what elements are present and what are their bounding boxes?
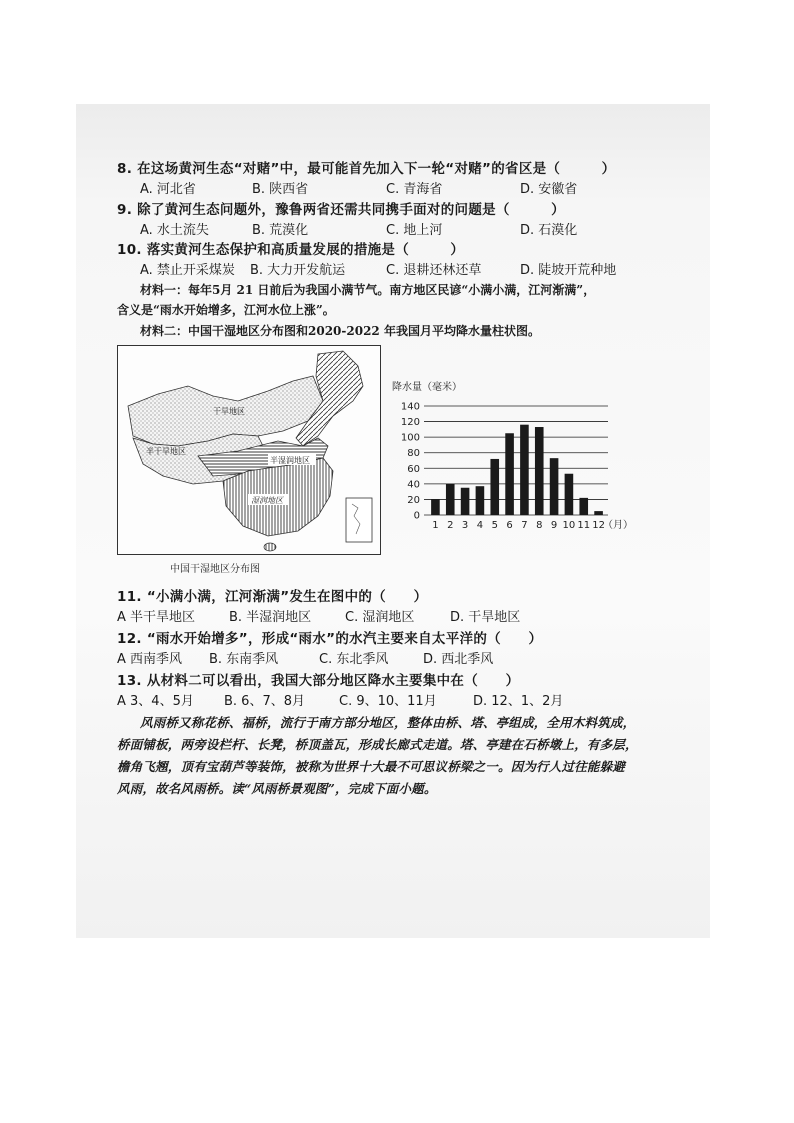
label-humid: 湿润地区 bbox=[251, 496, 283, 505]
label-arid: 干旱地区 bbox=[213, 407, 245, 416]
x-tick-label: 6 bbox=[506, 520, 513, 531]
china-dry-wet-map bbox=[117, 345, 381, 555]
option-c[interactable]: C. 青海省 bbox=[386, 182, 443, 197]
x-tick-label: 1 bbox=[432, 520, 439, 531]
y-tick-label: 100 bbox=[400, 432, 420, 444]
material-1-line-2: 含义是“雨水开始增多，江河水位上涨”。 bbox=[117, 303, 335, 317]
x-ticks bbox=[432, 520, 605, 531]
material-1-line-1: 材料一：每年5月 21 日前后为我国小满节气。南方地区民谚“小满小满，江河渐满”， bbox=[140, 283, 596, 297]
x-tick-label: 2 bbox=[447, 520, 454, 531]
option-c[interactable]: C. 退耕还林还草 bbox=[386, 263, 482, 278]
x-tick-label: 8 bbox=[536, 520, 543, 531]
bar-month-9 bbox=[550, 458, 559, 515]
passage-line-3: 檐角飞翘，顶有宝葫芦等装饰，被称为世界十大最不可思议桥梁之一。因为行人过往能躲避 bbox=[117, 759, 626, 774]
question-8: 8. 在这场黄河生态“对赌”中，最可能首先加入下一轮“对赌”的省区是（ ） bbox=[117, 161, 616, 177]
option-b[interactable]: B. 半湿润地区 bbox=[229, 610, 312, 625]
option-b[interactable]: B. 6、7、8月 bbox=[224, 694, 305, 709]
option-c[interactable]: C. 湿润地区 bbox=[345, 610, 415, 625]
option-a[interactable]: A. 河北省 bbox=[140, 182, 196, 197]
option-c[interactable]: C. 9、10、11月 bbox=[339, 694, 437, 709]
x-tick-label: 5 bbox=[491, 520, 498, 531]
bar-month-7 bbox=[520, 425, 529, 515]
option-b[interactable]: B. 陕西省 bbox=[252, 182, 309, 197]
label-semiarid: 半干旱地区 bbox=[146, 447, 186, 456]
question-13: 13. 从材料二可以看出，我国大部分地区降水主要集中在（ ） bbox=[117, 673, 520, 689]
y-tick-label: 120 bbox=[400, 417, 420, 429]
question-11: 11. “小满小满，江河渐满”发生在图中的（ ） bbox=[117, 589, 428, 605]
option-b[interactable]: B. 大力开发航运 bbox=[250, 263, 346, 278]
x-tick-label: 7 bbox=[521, 520, 528, 531]
material-2: 材料二：中国干湿地区分布图和2020-2022 年我国月平均降水量柱状图。 bbox=[140, 324, 540, 338]
y-tick-label: 0 bbox=[413, 510, 420, 522]
x-tick-label: 12 bbox=[592, 520, 605, 531]
x-tick-label: 9 bbox=[550, 520, 558, 531]
passage-line-2: 桥面铺板，两旁设栏杆、长凳，桥顶盖瓦，形成长廊式走道。塔、亭建在石桥墩上，有多层， bbox=[117, 737, 638, 752]
x-tick-label: 4 bbox=[476, 520, 484, 531]
passage-line-1: 风雨桥又称花桥、福桥，流行于南方部分地区，整体由桥、塔、亭组成，全用木料筑成， bbox=[140, 715, 636, 730]
option-d[interactable]: D. 陡坡开荒种地 bbox=[520, 263, 617, 278]
option-d[interactable]: D. 12、1、2月 bbox=[473, 694, 564, 709]
bar-month-5 bbox=[490, 459, 499, 515]
option-a[interactable]: A 西南季风 bbox=[117, 652, 183, 667]
y-tick-label: 80 bbox=[407, 448, 420, 460]
x-tick-label: 3 bbox=[461, 520, 469, 531]
y-tick-label: 60 bbox=[407, 463, 420, 475]
option-d[interactable]: D. 干旱地区 bbox=[450, 610, 521, 625]
option-a[interactable]: A 3、4、5月 bbox=[117, 694, 194, 709]
y-ticks bbox=[401, 402, 420, 522]
bar-month-8 bbox=[535, 427, 544, 515]
x-tick-label: 11 bbox=[577, 520, 591, 531]
y-axis-label: 降水量（毫米） bbox=[392, 382, 462, 393]
option-c[interactable]: C. 东北季风 bbox=[319, 652, 389, 667]
passage-line-4: 风雨，故名风雨桥。读“风雨桥景观图”，完成下面小题。 bbox=[117, 781, 437, 796]
question-10: 10. 落实黄河生态保护和高质量发展的措施是（ ） bbox=[117, 242, 465, 258]
y-tick-label: 40 bbox=[407, 479, 420, 491]
bar-month-10 bbox=[565, 474, 574, 515]
bar-month-2 bbox=[446, 484, 455, 515]
map-caption: 中国干湿地区分布图 bbox=[170, 564, 260, 575]
precipitation-chart bbox=[390, 380, 630, 535]
option-d[interactable]: D. 安徽省 bbox=[520, 182, 578, 197]
y-tick-label: 20 bbox=[407, 494, 420, 506]
bar-month-12 bbox=[594, 511, 603, 515]
question-12: 12. “雨水开始增多”，形成“雨水”的水汽主要来自太平洋的（ ） bbox=[117, 631, 543, 647]
bar-month-6 bbox=[505, 433, 514, 515]
option-a[interactable]: A. 水土流失 bbox=[140, 223, 209, 238]
bar-month-3 bbox=[461, 488, 470, 515]
x-axis-label: （月） bbox=[603, 520, 630, 531]
bar-month-1 bbox=[431, 499, 440, 515]
label-semihumid: 半湿润地区 bbox=[270, 456, 310, 465]
option-b[interactable]: B. 荒漠化 bbox=[252, 223, 309, 238]
bar-month-11 bbox=[579, 498, 588, 515]
option-a[interactable]: A 半干旱地区 bbox=[117, 610, 196, 625]
map-graphic bbox=[118, 346, 380, 554]
option-c[interactable]: C. 地上河 bbox=[386, 223, 443, 238]
option-d[interactable]: D. 西北季风 bbox=[423, 652, 494, 667]
option-a[interactable]: A. 禁止开采煤炭 bbox=[140, 263, 235, 278]
chart-svg bbox=[390, 380, 630, 535]
option-d[interactable]: D. 石漠化 bbox=[520, 223, 578, 238]
x-tick-label: 10 bbox=[562, 520, 576, 531]
option-b[interactable]: B. 东南季风 bbox=[209, 652, 279, 667]
bar-month-4 bbox=[476, 486, 485, 515]
bars bbox=[431, 425, 603, 515]
y-tick-label: 140 bbox=[400, 401, 420, 413]
question-9: 9. 除了黄河生态问题外，豫鲁两省还需共同携手面对的问题是（ ） bbox=[117, 202, 565, 218]
